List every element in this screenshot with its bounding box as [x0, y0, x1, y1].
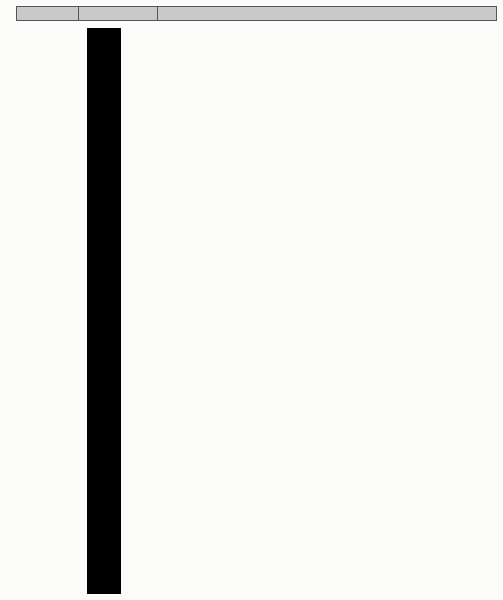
redaction-bar — [87, 28, 121, 594]
chat-table-top — [16, 6, 497, 21]
header-row — [17, 7, 497, 21]
header-datum — [17, 7, 79, 21]
header-van — [79, 7, 158, 21]
header-inhoud — [158, 7, 497, 21]
